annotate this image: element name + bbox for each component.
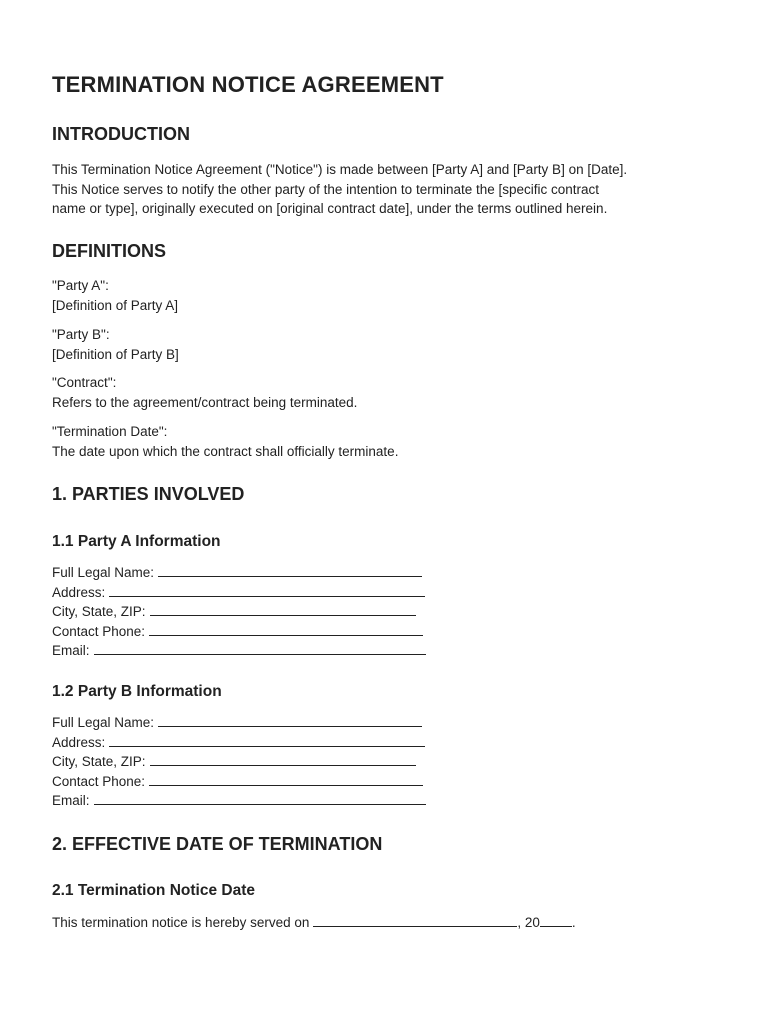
definition-term: "Party B": [52, 327, 110, 342]
form-row [52, 791, 426, 811]
field-label: Email: [52, 793, 90, 808]
form-row [52, 563, 426, 583]
definition-item [52, 422, 398, 461]
email-line[interactable] [94, 791, 426, 805]
form-row [52, 733, 426, 753]
field-label: Full Legal Name: [52, 715, 155, 730]
address-line[interactable] [109, 583, 425, 597]
parties-heading: 1. PARTIES INVOLVED [52, 484, 245, 504]
notice-year-line[interactable] [540, 913, 572, 927]
definition-text: [Definition of Party B] [52, 346, 179, 362]
field-label: Address: [52, 584, 106, 600]
field-label: Full Legal Name: [52, 565, 155, 580]
definition-term: "Party A": [52, 278, 109, 293]
termination-notice-date-heading: 2.1 Termination Notice Date [52, 882, 255, 899]
party-b-fields [52, 713, 426, 811]
city-state-zip-line[interactable] [150, 752, 416, 766]
city-state-zip-line[interactable] [150, 602, 416, 616]
introduction-heading: INTRODUCTION [52, 124, 190, 144]
notice-text: This termination notice is hereby served on [52, 915, 310, 930]
field-label: Contact Phone: [52, 623, 146, 639]
notice-served-line [52, 913, 576, 933]
field-label: Email: [52, 643, 90, 658]
notice-year-prefix: , 20 [517, 915, 540, 930]
address-line[interactable] [109, 733, 425, 747]
introduction-line: name or type], originally executed on [original contract date], under the terms outlined herein. [52, 201, 608, 216]
field-label: Contact Phone: [52, 773, 146, 789]
form-row [52, 641, 426, 661]
contact-phone-line[interactable] [149, 622, 423, 636]
email-line[interactable] [94, 641, 426, 655]
full-legal-name-line[interactable] [158, 563, 422, 577]
field-label: Address: [52, 734, 106, 750]
notice-date-line[interactable] [313, 913, 517, 927]
form-row [52, 622, 426, 642]
full-legal-name-line[interactable] [158, 713, 422, 727]
introduction-paragraph [52, 160, 722, 219]
introduction-line: This Termination Notice Agreement ("Notice") is made between [Party A] and [Party B] on [Date]. [52, 162, 628, 177]
definition-term: "Contract": [52, 375, 117, 390]
definitions-heading: DEFINITIONS [52, 241, 167, 261]
introduction-line: This Notice serves to notify the other party of the intention to terminate the [specific contract [52, 181, 600, 197]
contact-phone-line[interactable] [149, 772, 423, 786]
field-label: City, State, ZIP: [52, 754, 146, 769]
field-label: City, State, ZIP: [52, 604, 146, 619]
form-row [52, 602, 426, 622]
definition-item [52, 325, 179, 364]
definition-text: [Definition of Party A] [52, 297, 179, 313]
party-a-fields [52, 563, 426, 661]
form-row [52, 772, 426, 792]
definition-item [52, 276, 178, 315]
notice-text-end: . [571, 915, 576, 930]
party-a-heading: 1.1 Party A Information [52, 533, 221, 550]
form-row [52, 583, 426, 603]
definition-text: Refers to the agreement/contract being terminated. [52, 394, 358, 410]
effective-date-heading: 2. EFFECTIVE DATE OF TERMINATION [52, 834, 383, 854]
form-row [52, 713, 426, 733]
document-title: TERMINATION NOTICE AGREEMENT [52, 72, 444, 97]
party-b-heading: 1.2 Party B Information [52, 683, 222, 700]
definition-item [52, 373, 357, 412]
definition-text: The date upon which the contract shall officially terminate. [52, 443, 399, 459]
form-row [52, 752, 426, 772]
definition-term: "Termination Date": [52, 424, 168, 439]
